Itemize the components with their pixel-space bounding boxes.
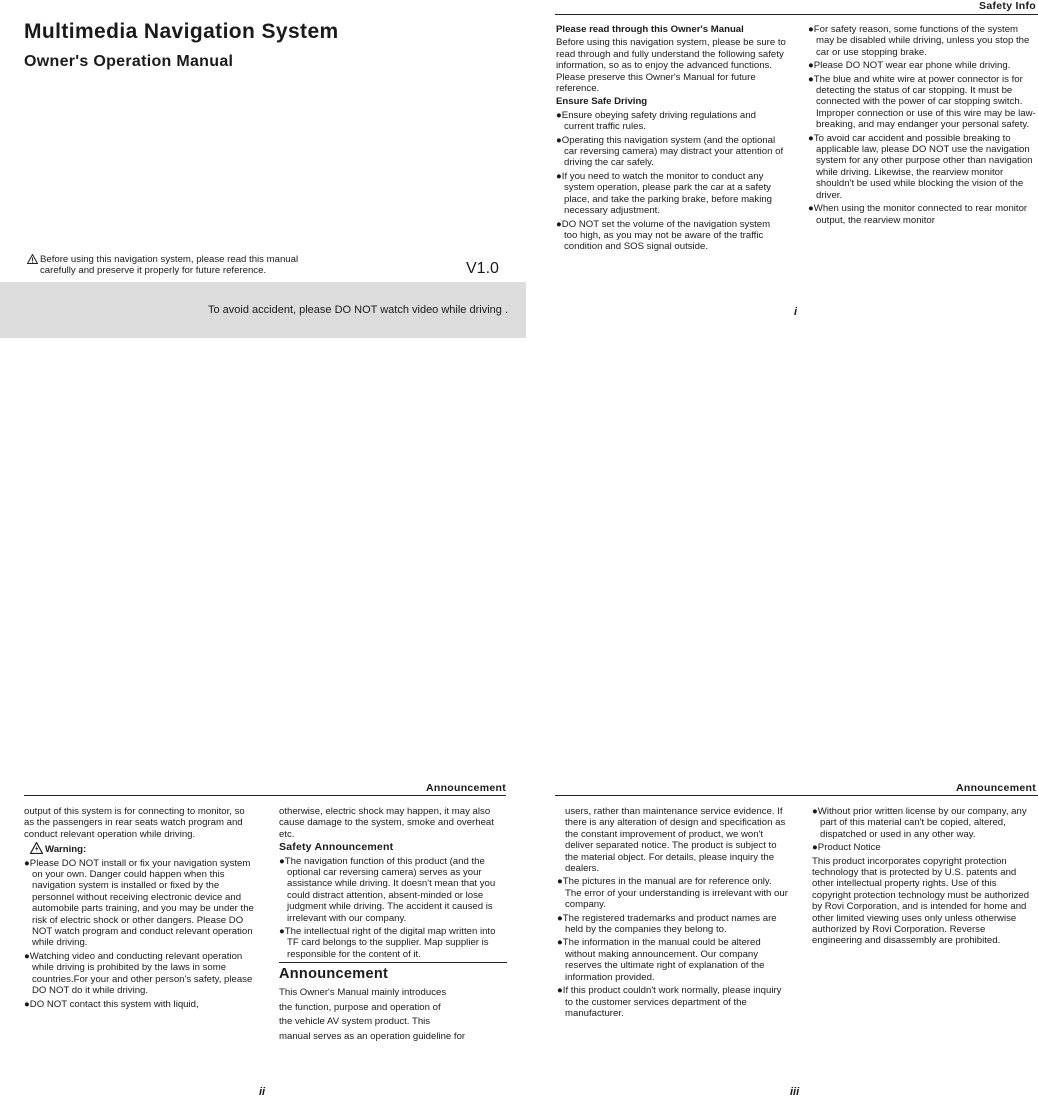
cover-notice-line1: Before using this navigation system, please read this manual xyxy=(40,254,299,265)
paragraph: output of this system is for connecting to monitor, so as the passengers in rear seats watch program and conduct relevant operation while driving. xyxy=(24,806,245,840)
list-item: ●Without prior written license by our company, any part of this material can't be copied, altered, dispatched or used in any other way. xyxy=(812,806,1027,840)
announcement-line: the vehicle AV system product. This xyxy=(279,1016,431,1028)
announcement-line: the function, purpose and operation of xyxy=(279,1001,441,1013)
section-heading: Safety Announcement xyxy=(279,841,394,854)
safety-right-column xyxy=(808,24,1038,228)
page-header: Announcement xyxy=(425,782,506,794)
safety-left-column xyxy=(556,24,786,255)
product-notice-text: This product incorporates copyright protection technology that is protected by U.S. patents and other intellectual property rights. Use of this copyright protection technology must be authorized by Rovi Corporation, and is intended for home and other limited viewing uses only unless otherwise authorized by Rovi Corporation. Reverse engineering and disassembly are prohibited. xyxy=(812,855,1030,947)
paragraph: Before using this navigation system, please be sure to read through and fully understand the following safety information, so as to enjoy the advanced functions. Please preserve this Owner's Manual for future reference. xyxy=(556,37,786,95)
announce-left-column xyxy=(557,806,789,1021)
header-rule xyxy=(24,795,506,796)
cover-page xyxy=(0,0,526,338)
section-heading: Ensure Safe Driving xyxy=(556,96,648,108)
announce-right-column xyxy=(812,806,1038,949)
list-item: ●The registered trademarks and product names are held by the companies they belong to. xyxy=(557,912,777,936)
page-header: Announcement xyxy=(955,782,1036,794)
list-item: ●For safety reason, some functions of the system may be disabled while driving, unless you stop the car or use stopping brake. xyxy=(808,24,1030,58)
product-notice-heading: ●Product Notice xyxy=(812,842,881,854)
list-item: ●If this product couldn't work normally, please inquiry to the customer services department of the manufacturer. xyxy=(557,985,782,1019)
page-header: Safety Info xyxy=(979,0,1036,12)
cover-notice-line2: carefully and preserve it properly for future reference. xyxy=(40,265,267,277)
announcement-heading: Announcement xyxy=(279,966,389,983)
page-number: ii xyxy=(259,1086,266,1098)
header-rule xyxy=(555,14,1038,15)
announcement-page-iii xyxy=(537,780,1038,1102)
warning-banner-text: To avoid accident, please DO NOT watch video while driving . xyxy=(208,304,508,316)
list-item: ●Please DO NOT install or fix your navigation system on your own. Danger could happen when this navigation system is installed or fixed by the personnel without receiving electronic device and automobile parts training, and you may be under the risk of electric shock or other dangers. Please DO NOT watch program and conduct relevant operation while driving. xyxy=(24,857,254,949)
announce-right-column xyxy=(279,806,507,1044)
announcement-line: manual serves as an operation guideline for xyxy=(279,1030,466,1042)
page-number: i xyxy=(794,306,798,318)
list-item: ●To avoid car accident and possible breaking to applicable law, please DO NOT use the navigation system for any other purpose other than navigation while driving. Likewise, the rearview monitor shouldn't be used while blocking the vision of the driver. xyxy=(808,132,1033,201)
safety-page xyxy=(537,0,1038,338)
list-item: ●DO NOT contact this system with liquid, xyxy=(24,998,199,1010)
list-item: ●When using the monitor connected to rear monitor output, the rearview monitor xyxy=(808,203,1028,226)
list-item: ●Ensure obeying safety driving regulations and current traffic rules. xyxy=(556,109,756,133)
cover-notice xyxy=(27,254,357,277)
cover-title: Multimedia Navigation System xyxy=(24,20,339,43)
page-number: iii xyxy=(790,1086,800,1098)
list-item: ●The information in the manual could be altered without making announcement. Our company reserves the ultimate right of explanation of the information provided. xyxy=(557,937,765,983)
section-heading: Please read through this Owner's Manual xyxy=(556,24,744,35)
announcement-line: This Owner's Manual mainly introduces xyxy=(279,987,447,999)
list-item: ●Please DO NOT wear ear phone while driving. xyxy=(808,60,1011,72)
warning-triangle-icon xyxy=(27,254,38,264)
announcement-page-ii xyxy=(0,780,526,1102)
list-item: ●Watching video and conducting relevant operation while driving is prohibited by the laws in some countries.For your and other person's safety, please DO NOT do it while driving. xyxy=(24,950,253,997)
list-item: ●The blue and white wire at power connector is for detecting the status of car stopping. It must be connected with the power of car stopping switch. Improper connection or use of this wire may be law-breaking, and may endanger your personal safety. xyxy=(808,73,1036,131)
paragraph: otherwise, electric shock may happen, it may also cause damage to the system, smoke and overheat etc. xyxy=(279,806,494,840)
cover-subtitle: Owner's Operation Manual xyxy=(24,53,234,70)
warning-label: Warning: xyxy=(45,844,87,856)
list-item: ●The navigation function of this product (and the optional car reversing camera) serves as your assistance while driving. It doesn't mean that you could distract attention, absent-minded or lose judgment while driving. The accident it caused is irrelevant with our company. xyxy=(279,855,496,924)
version-label: V1.0 xyxy=(466,260,499,277)
list-item: ●If you need to watch the monitor to conduct any system operation, please park the car at a safety place, and take the parking brake, before making necessary adjustment. xyxy=(556,170,772,217)
list-item: ●DO NOT set the volume of the navigation system too high, as you may not be aware of the traffic condition and SOS signal outside. xyxy=(556,218,771,253)
list-item: ●Operating this navigation system (and the optional car reversing camera) may distract your attention of driving the car safely. xyxy=(556,134,784,169)
announce-left-column xyxy=(24,806,254,1012)
header-rule xyxy=(555,795,1038,796)
section-rule xyxy=(279,962,507,963)
paragraph: users, rather than maintenance service evidence. If there is any alteration of design and specification as the constant improvement of product, we won't deliver separated notice. The product is subject to the material object. For details, please inquiry the dealers. xyxy=(565,806,786,875)
warning-banner xyxy=(0,282,526,338)
warning-heading xyxy=(24,842,254,855)
list-item: ●The intellectual right of the digital map written into TF card belongs to the supplier. Map supplier is responsible for the content of it. xyxy=(279,926,496,960)
list-item: ●The pictures in the manual are for reference only. The error of your understanding is irrelevant with our company. xyxy=(557,876,788,911)
warning-triangle-icon xyxy=(30,842,43,854)
